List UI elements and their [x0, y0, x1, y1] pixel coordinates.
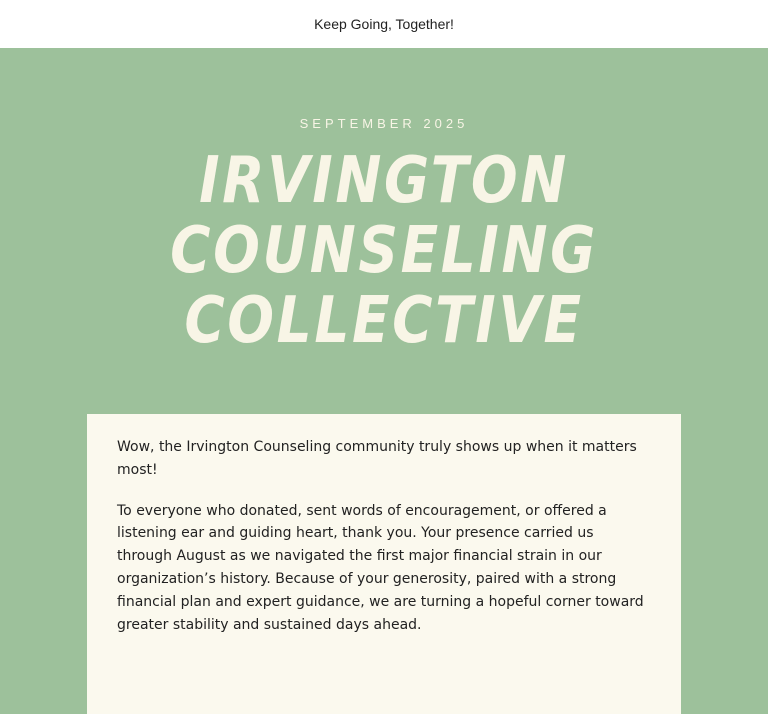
title-line-3: COLLECTIVE: [184, 284, 584, 358]
title-line-1: IRVINGTON: [199, 144, 569, 218]
top-banner: [0, 0, 768, 48]
content-card: [87, 414, 681, 714]
hero-section: [0, 48, 768, 414]
title-line-2: COUNSELING: [170, 214, 598, 288]
intro-paragraph: Wow, the Irvington Counseling community truly shows up when it matters most!: [117, 439, 637, 478]
tagline: Keep Going, Together!: [314, 16, 454, 32]
issue-date: SEPTEMBER 2025: [299, 116, 469, 131]
thank-you-paragraph: To everyone who donated, sent words of encouragement, or offered a listening ear and guiding heart, thank you. Your presence carried us through August as we navigated the first major financial strain in our organization’s history. Because of your generosity, paired with a strong financial plan and expert guidance, we are turning a hopeful corner toward greater stability and sustained days ahead.: [117, 502, 644, 633]
newsletter-title: [54, 146, 714, 356]
